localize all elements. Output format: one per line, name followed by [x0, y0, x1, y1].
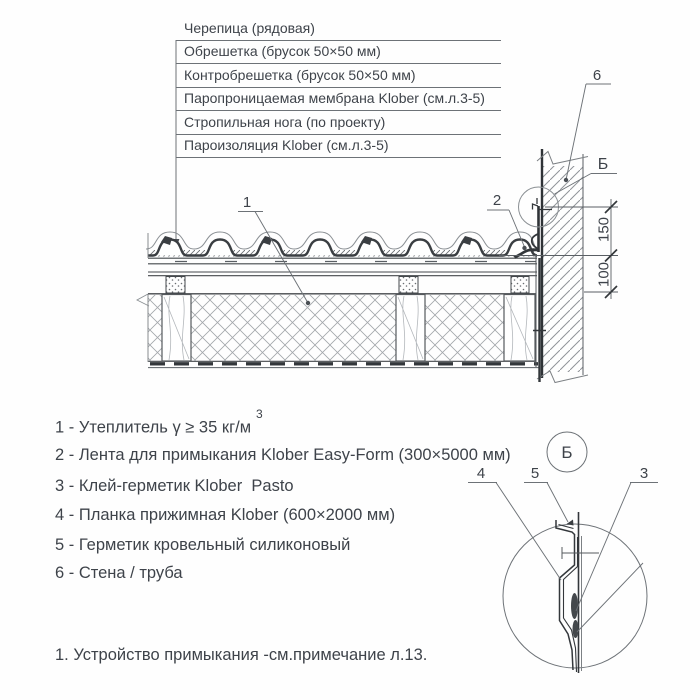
dim-100-label: 100	[595, 261, 613, 287]
dim-150-label: 150	[595, 216, 613, 242]
detail-title-label: Б	[561, 443, 573, 462]
callout-2-label: 2	[492, 192, 502, 209]
legend-item-4: 4 - Планка прижимная Klober (600×2000 мм)	[55, 506, 396, 524]
callout-3-label: 3	[639, 465, 649, 482]
legend-item-1-sup: 3	[256, 407, 263, 421]
legend-item-2: 2 - Лента для примыкания Klober Easy-Form (300×5000 мм)	[55, 446, 511, 464]
legend-item-6: 6 - Стена / труба	[55, 564, 183, 582]
footnote: 1. Устройство примыкания -см.примечание л.13.	[55, 646, 428, 664]
left-break-mark	[137, 294, 149, 306]
counter-batten-blocks	[166, 277, 529, 294]
callout-5-label: 5	[530, 465, 540, 482]
roof-assembly	[137, 232, 540, 368]
layer-callout-item: Пароизоляция Klober (см.л.3-5)	[176, 134, 501, 158]
layer-callout-item: Контробрешетка (брусок 50×50 мм)	[176, 64, 501, 88]
wall-top-break	[537, 152, 588, 165]
detail-ref-label: Б	[597, 156, 609, 173]
wall-hatch	[543, 166, 583, 372]
layer-callout-item: Паропроницаемая мембрана Klober (см.л.3-5)	[176, 87, 501, 111]
layer-callout-item: Стропильная нога (по проекту)	[176, 111, 501, 135]
legend-item-3: 3 - Клей-герметик Klober Pasto	[55, 477, 294, 495]
wall	[533, 149, 588, 383]
legend-item-1-text: 1 - Утеплитель γ ≥ 35 кг/м	[55, 418, 252, 437]
wall-bottom-break	[537, 371, 588, 383]
detail-fastener-tick	[562, 547, 599, 559]
layer-callout-item: Черепица (рядовая)	[176, 17, 501, 41]
strip-kink	[532, 234, 538, 249]
callout-1-label: 1	[242, 194, 252, 211]
detail-view	[468, 432, 658, 673]
detail-adhesive-bead-2	[573, 620, 579, 638]
detail-adhesive-bead-1	[571, 593, 578, 619]
callout-6-label: 6	[592, 67, 602, 84]
insulation-hatch	[148, 295, 536, 361]
legend-item-1	[55, 407, 263, 438]
legend-item-5: 5 - Герметик кровельный силиконовый	[55, 536, 351, 554]
callout-4-label: 4	[476, 465, 486, 482]
layer-callout-item: Обрешетка (брусок 50×50 мм)	[176, 40, 501, 64]
